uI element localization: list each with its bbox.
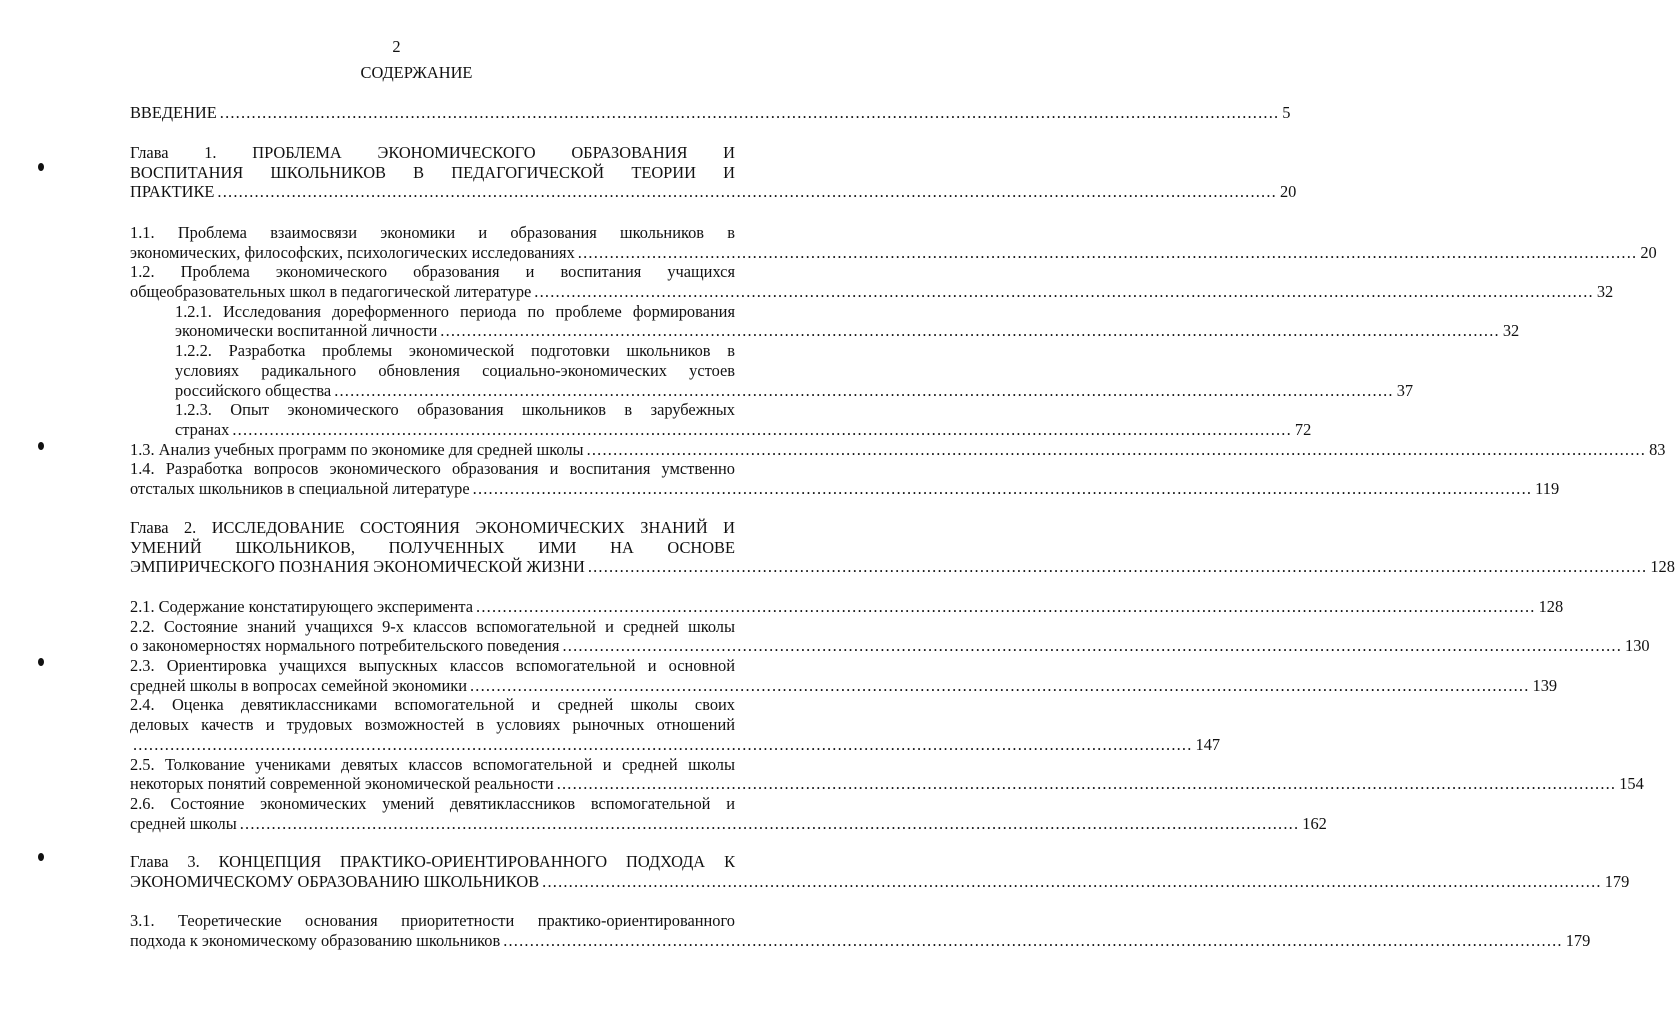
toc-entry-line: 1.2.2. Разработка проблемы экономической подготовки школьников в: [175, 341, 735, 361]
toc-page-number: 32: [1502, 321, 1520, 341]
toc-entry-line: 2.3. Ориентировка учащихся выпускных классов вспомогательной и основной: [130, 656, 735, 676]
toc-block: [130, 223, 1666, 499]
toc-entry-line: российского общества: [175, 380, 332, 400]
toc-entry-line: УМЕНИЙ ШКОЛЬНИКОВ, ПОЛУЧЕННЫХ ИМИ НА ОСНОВЕ: [130, 537, 735, 557]
toc-entry-line: средней школы: [130, 813, 237, 833]
toc-page-number: 179: [1565, 930, 1591, 950]
toc-page-number: 179: [1604, 871, 1630, 891]
toc-entry[interactable]: [130, 911, 1591, 950]
toc-entry-line: 3.1. Теоретические основания приоритетности практико-ориентированного: [130, 911, 735, 930]
dot-leader: ........................................................................................................................................................................................................: [503, 930, 1563, 950]
toc-entry-line: условиях радикального обновления социально-экономических устоев: [175, 360, 735, 380]
toc-block: [130, 518, 1675, 577]
toc-page-number: 20: [1640, 242, 1657, 262]
dot-leader: ........................................................................................................................................................................................................: [534, 282, 1594, 302]
toc-entry[interactable]: [130, 518, 1675, 577]
toc-entry-last-line: [130, 439, 1666, 460]
toc-page-number: 119: [1535, 478, 1560, 498]
toc-entry-line: Глава 3. КОНЦЕПЦИЯ ПРАКТИКО-ОРИЕНТИРОВАННОГО ПОДХОДА К: [130, 852, 735, 871]
toc-entry-line: странах: [175, 419, 230, 439]
toc-page-number: 83: [1649, 439, 1666, 459]
dot-leader: ........................................................................................................................................................................................................: [586, 439, 1647, 459]
scan-mark: [38, 442, 44, 450]
toc-entry[interactable]: [130, 439, 1666, 460]
toc-entry-line: 1.2.3. Опыт экономического образования школьников в зарубежных: [175, 400, 735, 420]
page-number: 2: [392, 37, 401, 56]
dot-leader: ........................................................................................................................................................................................................: [476, 597, 1536, 616]
toc-entry-line: средней школы в вопросах семейной экономики: [130, 675, 467, 695]
toc-entry[interactable]: [130, 143, 1297, 202]
toc-entry[interactable]: [130, 695, 1221, 754]
toc-block: [130, 852, 1630, 891]
toc-entry-last-line: [175, 380, 1414, 401]
toc-entry-line: 2.5. Толкование учениками девятых классов вспомогательной и средней школы: [130, 754, 735, 774]
toc-page-number: 37: [1396, 380, 1414, 400]
toc-entry-line: ВВЕДЕНИЕ: [130, 103, 217, 122]
dot-leader: ........................................................................................................................................................................................................: [469, 675, 1530, 695]
toc-entry-line: 1.2.1. Исследования дореформенного периода по проблеме формирования: [175, 301, 735, 321]
toc-page-number: 154: [1619, 774, 1644, 794]
toc-entry-line: экономически воспитанной личности: [175, 321, 438, 341]
toc-entry[interactable]: [130, 793, 1327, 833]
toc-entry-last-line: [130, 282, 1614, 302]
dot-leader: ........................................................................................................................................................................................................: [217, 182, 1277, 202]
dot-leader: ........................................................................................................................................................................................................: [133, 734, 1193, 754]
toc-entry-line: ЭМПИРИЧЕСКОГО ПОЗНАНИЯ ЭКОНОМИЧЕСКОЙ ЖИЗНИ: [130, 557, 585, 577]
toc-page-number: 72: [1294, 419, 1312, 439]
toc-entry-last-line: [130, 182, 1297, 202]
toc-entry[interactable]: [130, 223, 1657, 262]
toc-page-number: 20: [1279, 182, 1297, 202]
toc-entry-line: деловых качеств и трудовых возможностей в условиях рыночных отношений: [130, 715, 735, 735]
toc-entry-last-line: [130, 734, 1221, 755]
toc-entry-line: 2.4. Оценка девятиклассниками вспомогательной и средней школы своих: [130, 695, 735, 715]
toc-entry-last-line: [130, 774, 1644, 794]
toc-entry-line: 1.4. Разработка вопросов экономического образования и воспитания умственно: [130, 459, 735, 479]
toc-entry-last-line: [130, 930, 1591, 951]
toc-entry-line: общеобразовательных школ в педагогической литературе: [130, 282, 532, 302]
toc-entry-line: о закономерностях нормального потребительского поведения: [130, 636, 560, 656]
toc-page-number: 128: [1538, 597, 1564, 616]
toc-entry-line: ЭКОНОМИЧЕСКОМУ ОБРАЗОВАНИЮ ШКОЛЬНИКОВ: [130, 871, 540, 891]
scan-mark: [38, 658, 44, 666]
toc-page-number: 5: [1282, 103, 1291, 122]
toc-entry-last-line: [130, 871, 1630, 892]
dot-leader: ........................................................................................................................................................................................................: [587, 557, 1648, 577]
dot-leader: ........................................................................................................................................................................................................: [542, 871, 1602, 891]
dot-leader: ........................................................................................................................................................................................................: [232, 419, 1292, 439]
dot-leader: ........................................................................................................................................................................................................: [219, 103, 1280, 122]
toc-page-number: 32: [1596, 282, 1614, 302]
toc-entry[interactable]: [130, 656, 1558, 695]
toc-entry[interactable]: [130, 400, 1312, 439]
toc-entry-last-line: [130, 636, 1650, 656]
toc-entry[interactable]: [130, 341, 1414, 400]
dot-leader: ........................................................................................................................................................................................................: [239, 813, 1300, 833]
toc-block: [130, 103, 1291, 123]
toc-entry-line: экономических, философских, психологических исследованиях: [130, 242, 575, 262]
toc-entry-line: отсталых школьников в специальной литературе: [130, 478, 470, 498]
toc-entry-last-line: [130, 597, 1564, 617]
toc-entry-line: Глава 1. ПРОБЛЕМА ЭКОНОМИЧЕСКОГО ОБРАЗОВАНИЯ И: [130, 143, 735, 162]
toc-entry-line: 2.6. Состояние экономических умений девятиклассников вспомогательной и: [130, 793, 735, 813]
toc-entry-line: 1.3. Анализ учебных программ по экономике для средней школы: [130, 439, 584, 459]
toc-page-number: 147: [1195, 734, 1221, 754]
toc-block: [130, 143, 1297, 202]
scan-mark: [38, 163, 44, 171]
toc-entry-line: некоторых понятий современной экономической реальности: [130, 774, 554, 794]
toc-block: [130, 597, 1650, 833]
toc-entry-line: 1.1. Проблема взаимосвязи экономики и образования школьников в: [130, 223, 735, 242]
toc-entry[interactable]: [130, 103, 1291, 123]
toc-entry-line: 1.2. Проблема экономического образования и воспитания учащихся: [130, 262, 735, 282]
toc-entry-last-line: [130, 675, 1558, 696]
toc-entry-last-line: [175, 419, 1312, 440]
toc-entry[interactable]: [130, 754, 1644, 794]
toc-entry[interactable]: [130, 597, 1564, 617]
dot-leader: ........................................................................................................................................................................................................: [562, 636, 1623, 656]
toc-entry[interactable]: [130, 459, 1560, 498]
dot-leader: ........................................................................................................................................................................................................: [334, 380, 1394, 400]
toc-entry-last-line: [130, 242, 1657, 263]
toc-entry-line: 2.1. Содержание констатирующего эксперимента: [130, 597, 474, 616]
toc-entry-line: подхода к экономическому образованию школьников: [130, 930, 501, 950]
dot-leader: ........................................................................................................................................................................................................: [472, 478, 1533, 498]
toc-page-number: 162: [1302, 813, 1327, 833]
toc-entry[interactable]: [130, 852, 1630, 891]
toc-page-number: 139: [1532, 675, 1558, 695]
page-title: СОДЕРЖАНИЕ: [360, 63, 473, 82]
toc-entry-line: Глава 2. ИССЛЕДОВАНИЕ СОСТОЯНИЯ ЭКОНОМИЧЕСКИХ ЗНАНИЙ И: [130, 518, 735, 537]
toc-entry-last-line: [130, 557, 1675, 577]
toc-entry-last-line: [130, 478, 1560, 499]
toc-entry[interactable]: [130, 301, 1520, 341]
toc-entry-line: ВОСПИТАНИЯ ШКОЛЬНИКОВ В ПЕДАГОГИЧЕСКОЙ ТЕОРИИ И: [130, 162, 735, 182]
toc-entry-last-line: [130, 813, 1327, 834]
dot-leader: ........................................................................................................................................................................................................: [556, 774, 1617, 794]
toc-entry-line: 2.2. Состояние знаний учащихся 9-х классов вспомогательной и средней школы: [130, 616, 735, 636]
dot-leader: ........................................................................................................................................................................................................: [577, 242, 1638, 262]
toc-entry-line: ПРАКТИКЕ: [130, 182, 215, 202]
scan-mark: [38, 853, 44, 861]
toc-entry-last-line: [130, 103, 1291, 123]
toc-page-number: 128: [1650, 557, 1675, 577]
toc-entry[interactable]: [130, 616, 1650, 656]
dot-leader: ........................................................................................................................................................................................................: [440, 321, 1500, 341]
toc-entry[interactable]: [130, 262, 1614, 302]
toc-block: [130, 911, 1591, 950]
toc-entry-last-line: [175, 321, 1520, 341]
toc-page-number: 130: [1625, 636, 1650, 656]
